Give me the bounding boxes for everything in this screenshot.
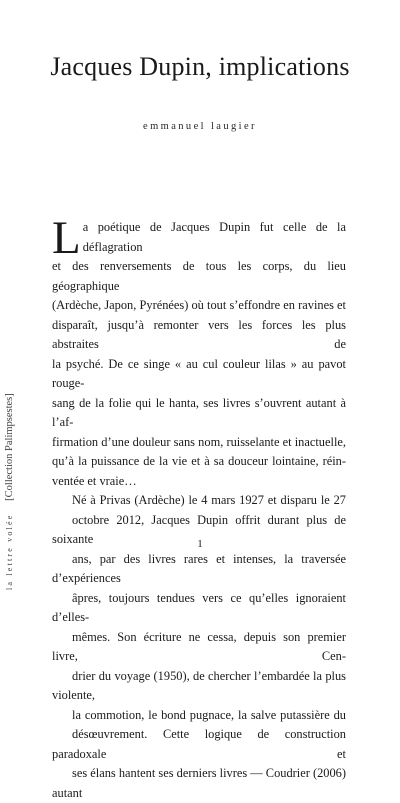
collection-name: [Collection Palimpsestes] (4, 393, 15, 501)
text-line: la psyché. De ce singe « au cul couleur lilas » au pavot rouge- (52, 356, 346, 390)
text-line: disparaît, jusqu’à remonter vers les forces les plus abstraites de (52, 317, 346, 351)
text-line: (Ardèche, Japon, Pyrénées) où tout s’effondre en ravines et (52, 298, 346, 312)
paragraph-1 (52, 212, 346, 491)
article-body (52, 212, 346, 803)
text-line: sang de la folie qui le hanta, ses livres s’ouvrent autant à l’af- (52, 395, 346, 429)
text-line: mêmes. Son écriture ne cessa, depuis son premier livre, Cen- (52, 629, 346, 663)
text-line: qu’à la puissance de la vie et à sa douceur lointaine, réin- (52, 454, 346, 468)
author-name: emmanuel laugier (143, 121, 257, 132)
text-line: et des renversements de tous les corps, du lieu géographique (52, 259, 346, 293)
drop-cap: L (52, 212, 81, 264)
text-line: Né à Privas (Ardèche) le 4 mars 1927 et disparu le 27 (72, 493, 346, 507)
text-line: désœuvrement. Cette logique de construction paradoxale et (52, 727, 346, 761)
series-name: la lettre volée (5, 513, 14, 590)
text-line: âpres, toujours tendues vers ce qu’elles ignoraient d’elles- (52, 590, 346, 624)
text-line: la commotion, le bond pugnace, la salve putassière du (72, 707, 346, 722)
series-sidebar (4, 310, 15, 590)
article-title: Jacques Dupin, implications (50, 52, 350, 81)
text-line: a poétique de Jacques Dupin fut celle de la déflagration (82, 220, 346, 254)
text-line: drier du voyage (1950), de chercher l’embardée la plus violente, (52, 668, 346, 702)
page-number: 1 (197, 538, 203, 550)
text-line: ans, par des livres rares et intenses, la traversée d’expériences (52, 551, 346, 585)
text-line: ses élans hantent ses derniers livres — Coudrier (2006) autant (52, 766, 346, 800)
text-line: octobre 2012, Jacques Dupin offrit durant plus de soixante (52, 512, 346, 546)
text-line: firmation d’une douleur sans nom, ruisselante et inactuelle, (52, 434, 346, 449)
text-line: ventée et vraie… (52, 473, 137, 488)
